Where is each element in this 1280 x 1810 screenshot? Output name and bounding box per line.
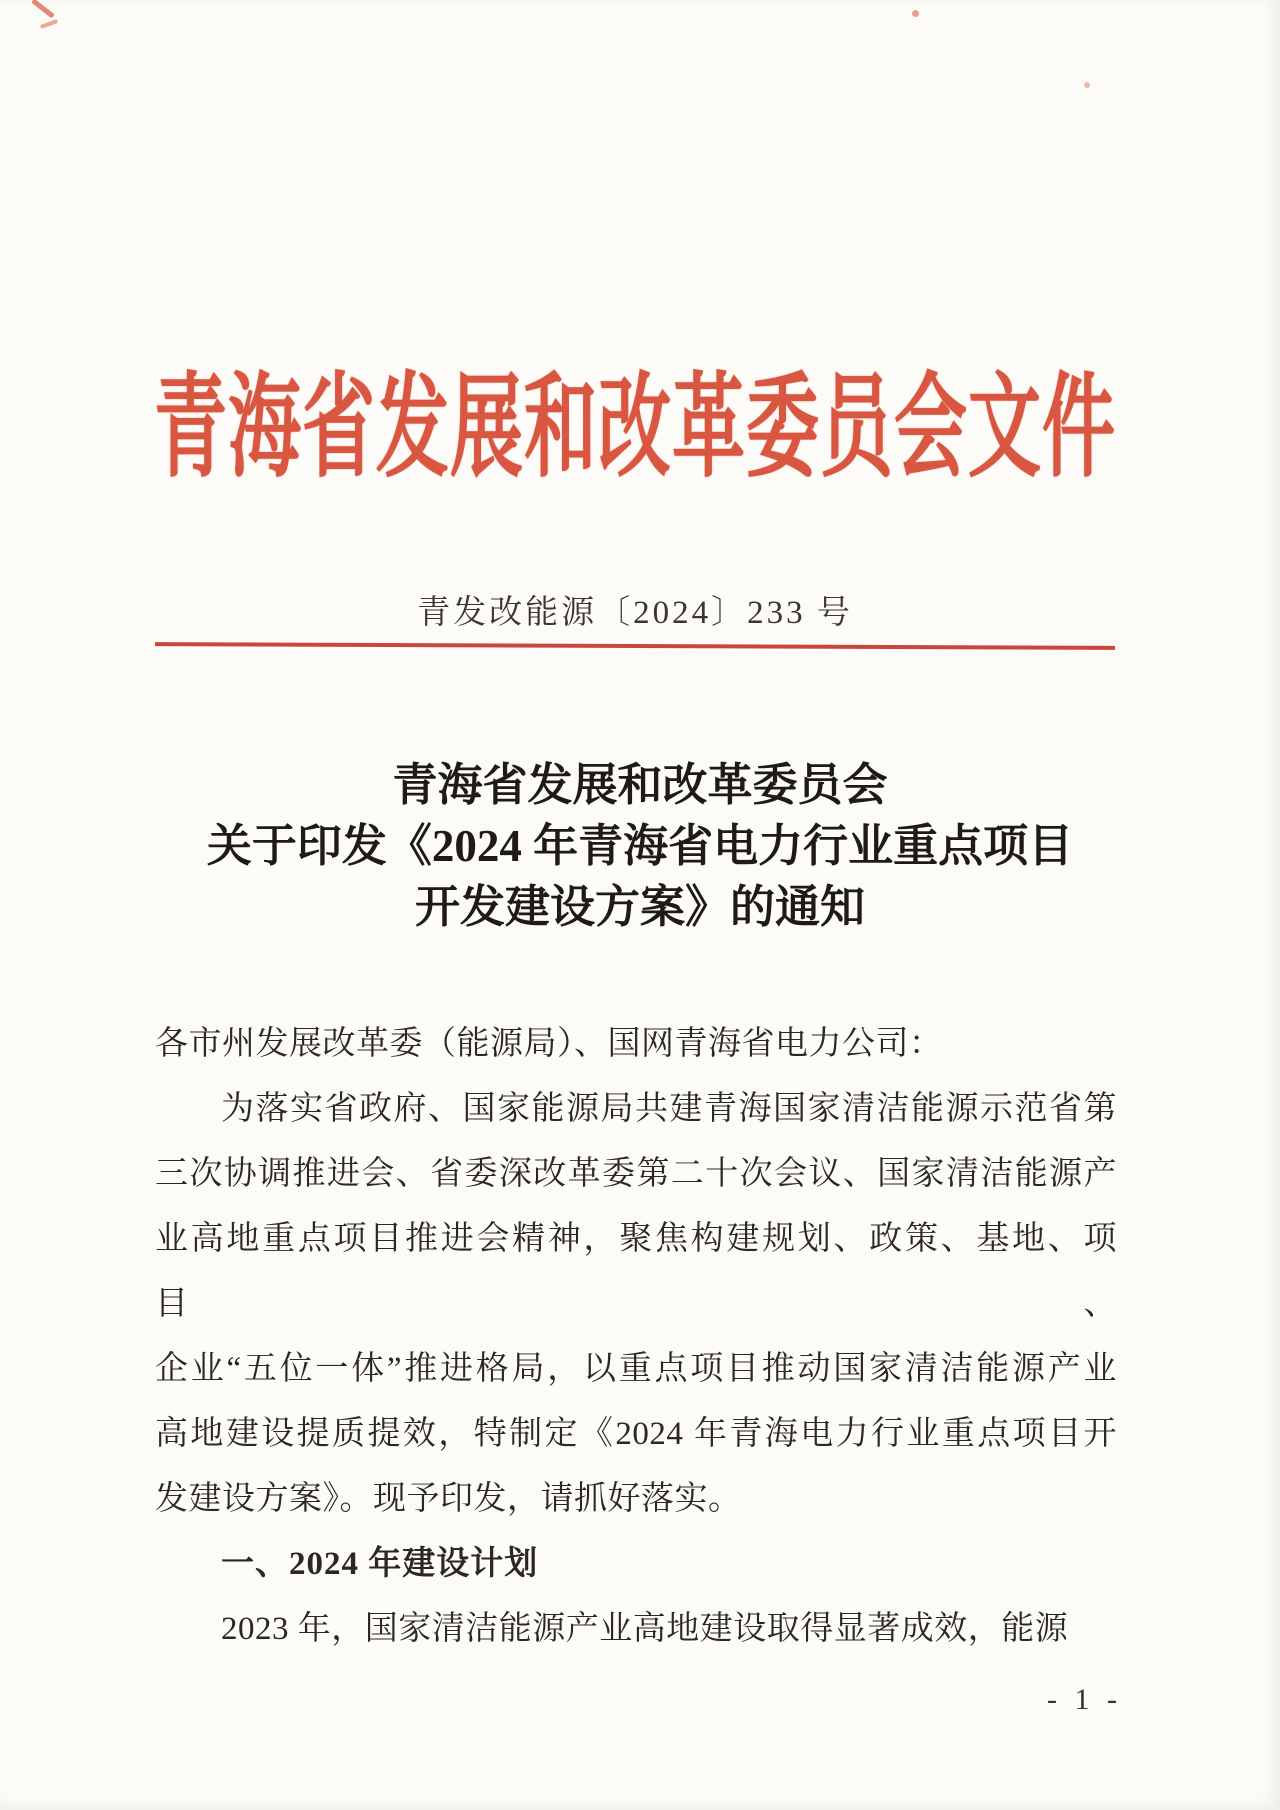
paragraph1-line: 高地建设提质提效，特制定《2024 年青海电力行业重点项目开 xyxy=(155,1416,1117,1452)
scan-artifact xyxy=(40,19,58,29)
paragraph1-line: 为落实省政府、国家能源局共建青海国家清洁能源示范省第 xyxy=(221,1091,1117,1127)
document-title-line-2: 关于印发《2024 年青海省电力行业重点项目 xyxy=(206,821,1074,871)
document-title xyxy=(100,755,1180,938)
scan-artifact xyxy=(912,10,919,17)
document-title-line-3: 开发建设方案》的通知 xyxy=(414,882,865,932)
paragraph1-line: 企业“五位一体”推进格局，以重点项目推动国家清洁能源产业 xyxy=(155,1351,1117,1387)
paragraph1-line: 发建设方案》。现予印发，请抓好落实。 xyxy=(155,1481,742,1517)
scan-artifact xyxy=(31,0,55,18)
red-divider-rule xyxy=(155,642,1115,650)
agency-masthead: 青海省发展和改革委员会文件 xyxy=(154,365,1116,491)
page-number: - 1 - xyxy=(1047,1683,1122,1716)
paragraph1-line: 三次协调推进会、省委深改革委第二十次会议、国家清洁能源产 xyxy=(155,1156,1117,1192)
addressee-line: 各市州发展改革委（能源局）、国网青海省电力公司： xyxy=(155,1026,943,1062)
paragraph1-line: 业高地重点项目推进会精神，聚焦构建规划、政策、基地、项目、 xyxy=(155,1221,1117,1322)
paragraph2-line: 2023 年，国家清洁能源产业高地建设取得显著成效，能源 xyxy=(221,1611,1069,1647)
section-heading: 一、2024 年建设计划 xyxy=(221,1546,539,1582)
scan-artifact xyxy=(1084,82,1090,88)
document-body xyxy=(155,1012,1117,1662)
document-title-line-1: 青海省发展和改革委员会 xyxy=(392,760,888,810)
document-number: 青发改能源〔2024〕233 号 xyxy=(417,595,853,631)
